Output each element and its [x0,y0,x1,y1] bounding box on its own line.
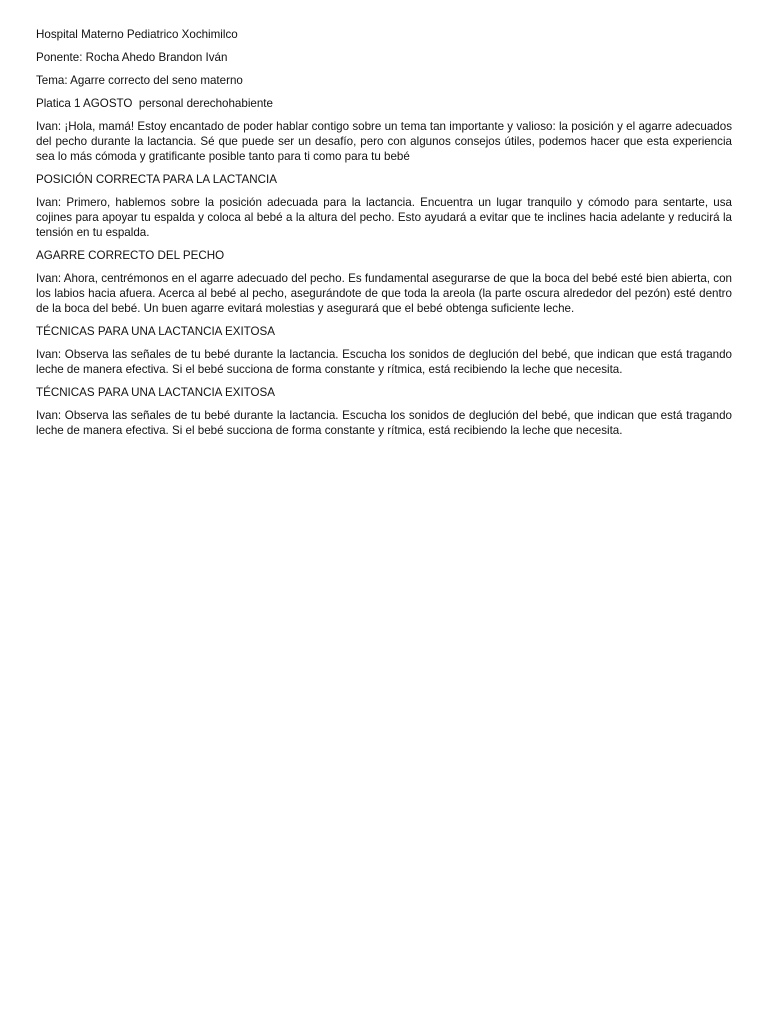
speaker-line: Ponente: Rocha Ahedo Brandon Iván [36,51,228,64]
section-body-latch: Ivan: Ahora, centrémonos en el agarre adecuado del pecho. Es fundamental asegurarse de que la boca del bebé esté bien abierta, con los labios hacia afuera. Acerca al bebé al pecho, asegurándote de que toda la areola (la parte oscura alrededor del pezón) esté dentro de la boca del bebé. Un buen agarre evitará molestias y asegurará que el bebé obtenga suficiente leche. [36,272,732,315]
intro-paragraph: Ivan: ¡Hola, mamá! Estoy encantado de poder hablar contigo sobre un tema tan importante y valioso: la posición y el agarre adecuados del pecho durante la lactancia. Sé que puede ser un desafío, pero con algunos consejos útiles, podemos hacer que esta experiencia sea lo más cómoda y gratificante posible tanto para ti como para tu bebé [36,120,732,163]
section-heading-techniques-repeat: TÉCNICAS PARA UNA LACTANCIA EXITOSA [36,386,276,399]
section-heading-techniques: TÉCNICAS PARA UNA LACTANCIA EXITOSA [36,325,276,338]
hospital-name: Hospital Materno Pediatrico Xochimilco [36,28,238,41]
topic-line: Tema: Agarre correcto del seno materno [36,74,243,87]
section-heading-position: POSICIÓN CORRECTA PARA LA LACTANCIA [36,173,277,186]
section-body-techniques-repeat: Ivan: Observa las señales de tu bebé durante la lactancia. Escucha los sonidos de deglución del bebé, que indican que está tragando leche de manera efectiva. Si el bebé succiona de forma constante y rítmica, está recibiendo la leche que necesita. [36,409,732,437]
section-body-position: Ivan: Primero, hablemos sobre la posición adecuada para la lactancia. Encuentra un lugar tranquilo y cómodo para sentarte, usa cojines para apoyar tu espalda y coloca al bebé a la altura del pecho. Esto ayudará a evitar que te inclines hacia adelante y reducirá la tensión en tu espalda. [36,196,732,239]
section-heading-latch: AGARRE CORRECTO DEL PECHO [36,249,225,262]
document-page [36,27,732,446]
session-line: Platica 1 AGOSTO personal derechohabiente [36,97,273,110]
section-body-techniques: Ivan: Observa las señales de tu bebé durante la lactancia. Escucha los sonidos de deglución del bebé, que indican que está tragando leche de manera efectiva. Si el bebé succiona de forma constante y rítmica, está recibiendo la leche que necesita. [36,348,732,376]
